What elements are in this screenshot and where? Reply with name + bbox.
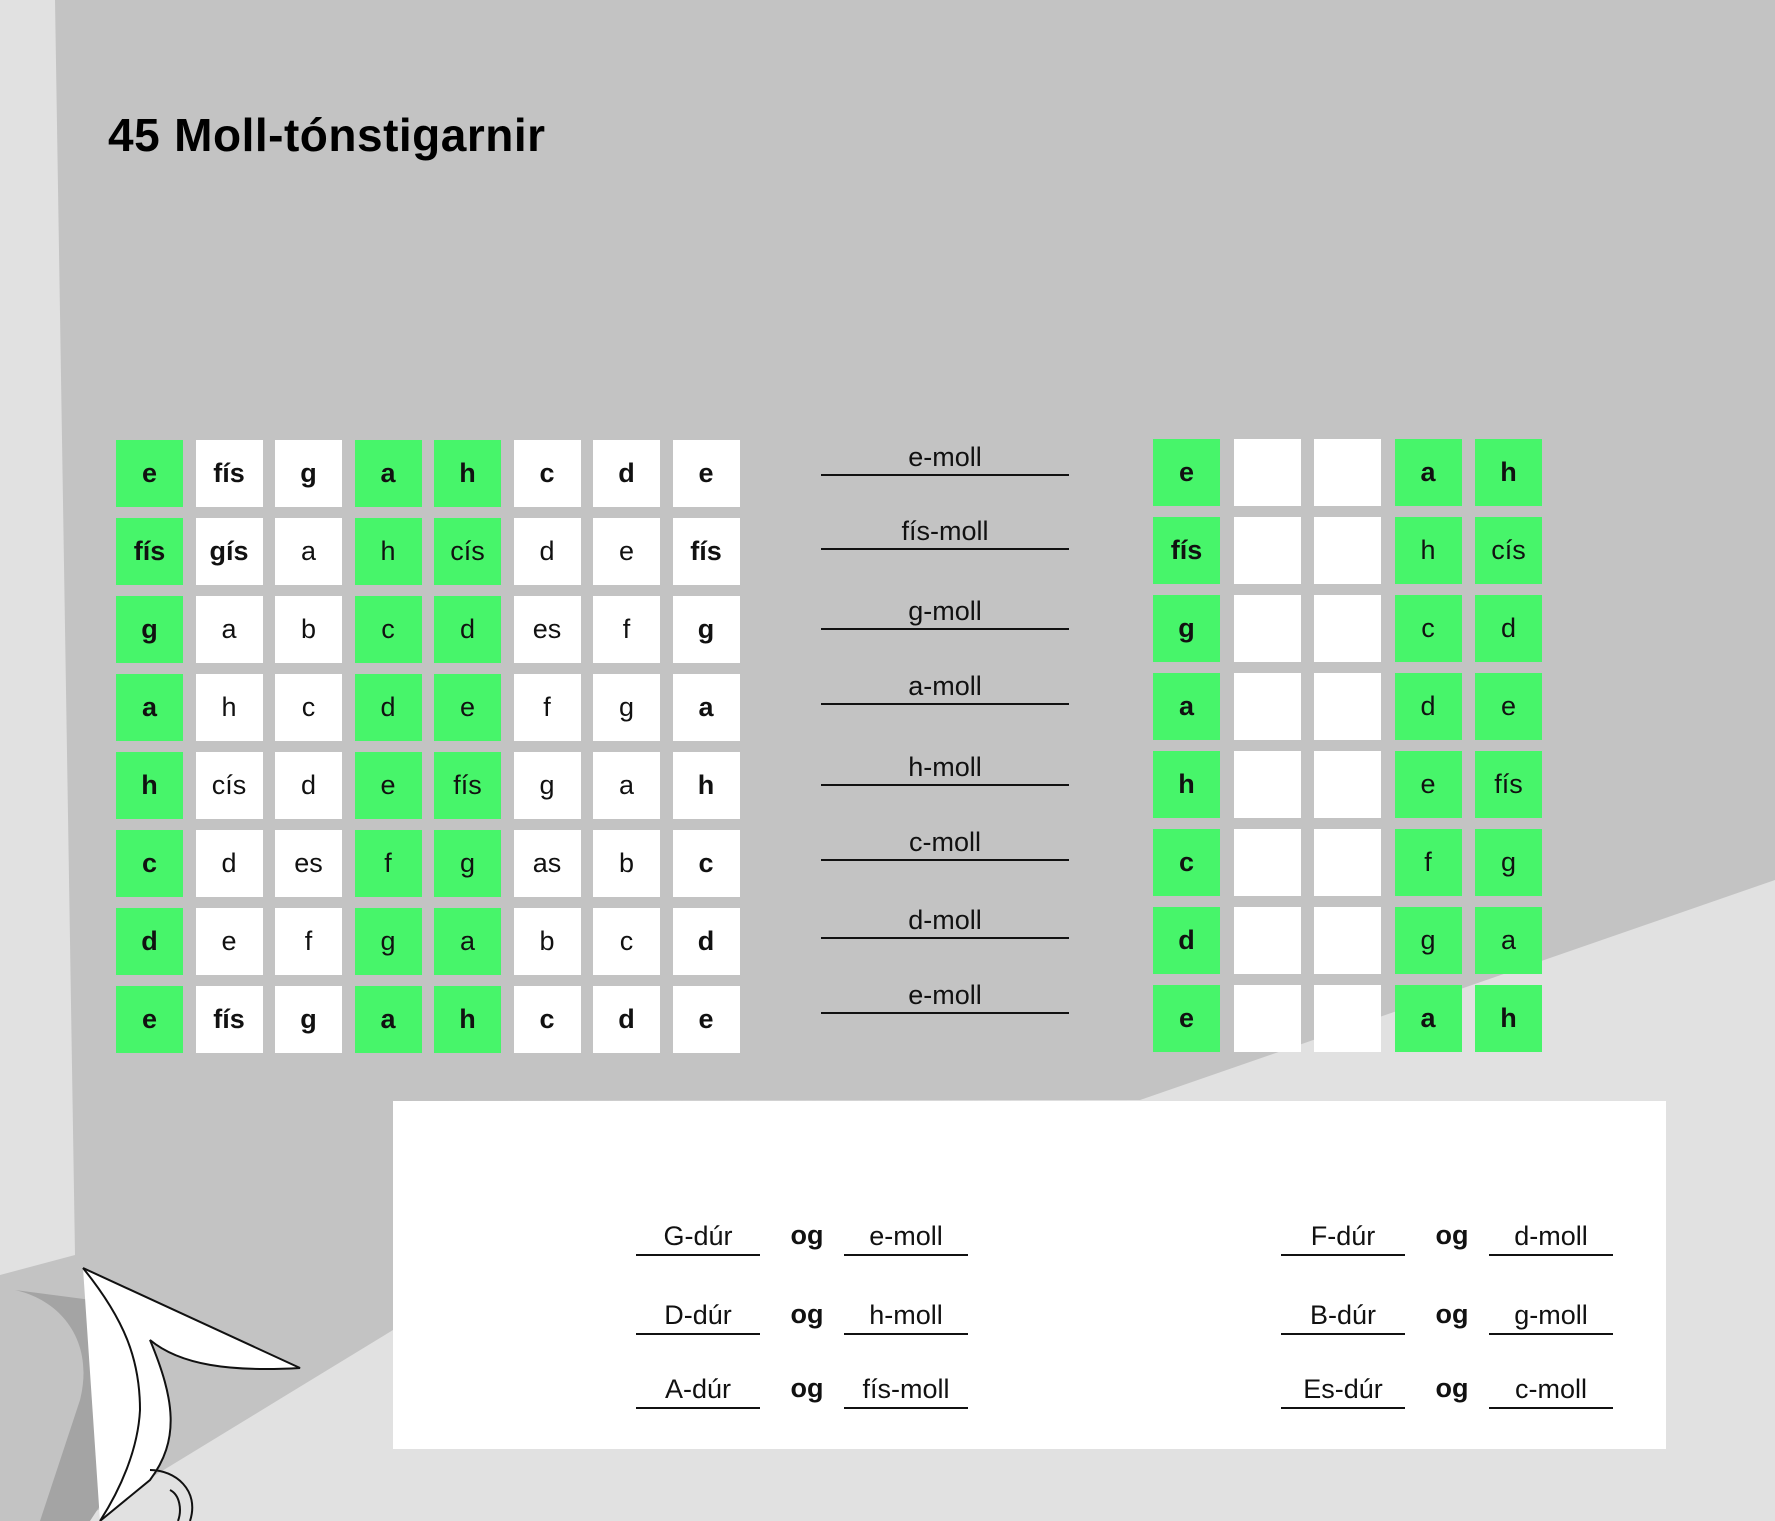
grid-cell: g [593,674,660,741]
major-key-field: D-dúr [636,1295,760,1335]
grid-cell: a [1475,907,1542,974]
grid-cell: g [1153,595,1220,662]
grid-cell: a [673,674,740,741]
grid-cell: a [355,440,422,507]
grid-cell: c [355,596,422,663]
minor-key-field: fís-moll [844,1369,968,1409]
grid-cell: c [514,440,581,507]
grid-cell: h [1475,439,1542,506]
grid-cell: c [1395,595,1462,662]
blank-answer-cell[interactable] [1314,985,1381,1052]
grid-cell: h [434,440,501,507]
grid-cell: g [116,596,183,663]
grid-cell: a [593,752,660,819]
minor-key-field: h-moll [844,1295,968,1335]
grid-cell: fís [434,752,501,819]
blank-answer-cell[interactable] [1234,517,1301,584]
scale-name-line: g-moll [821,594,1069,630]
scale-name-line: e-moll [821,440,1069,476]
grid-cell: g [1475,829,1542,896]
minor-key-field: c-moll [1489,1369,1613,1409]
scale-name-line: h-moll [821,750,1069,786]
blank-answer-cell[interactable] [1314,907,1381,974]
grid-cell: h [355,518,422,585]
blank-answer-cell[interactable] [1314,595,1381,662]
grid-cell: h [1395,517,1462,584]
grid-cell: b [514,908,581,975]
grid-cell: h [116,752,183,819]
grid-cell: fís [1153,517,1220,584]
grid-cell: es [275,830,342,897]
grid-cell: d [514,518,581,585]
grid-cell: c [514,986,581,1053]
grid-cell: d [1395,673,1462,740]
grid-cell: c [275,674,342,741]
natural-minor-scales-grid [116,440,740,1053]
major-key-field: A-dúr [636,1369,760,1409]
harmonic-minor-fill-grid [1153,439,1542,1052]
grid-cell: a [275,518,342,585]
grid-cell: e [673,986,740,1053]
grid-cell: b [593,830,660,897]
grid-cell: d [1153,907,1220,974]
grid-cell: e [196,908,263,975]
grid-cell: gís [196,518,263,585]
grid-cell: f [514,674,581,741]
connector-og: og [1435,1373,1469,1403]
major-key-field: F-dúr [1281,1216,1405,1256]
grid-cell: fís [116,518,183,585]
major-key-field: G-dúr [636,1216,760,1256]
grid-cell: d [355,674,422,741]
grid-cell: d [673,908,740,975]
grid-cell: d [593,440,660,507]
scale-name-line: d-moll [821,903,1069,939]
minor-key-field: e-moll [844,1216,968,1256]
grid-cell: d [196,830,263,897]
blank-answer-cell[interactable] [1234,673,1301,740]
blank-answer-cell[interactable] [1314,829,1381,896]
blank-answer-cell[interactable] [1234,985,1301,1052]
grid-cell: g [514,752,581,819]
minor-key-field: d-moll [1489,1216,1613,1256]
major-key-field: B-dúr [1281,1295,1405,1335]
grid-cell: fís [196,986,263,1053]
relative-keys-box [393,1101,1666,1449]
scale-name-line: e-moll [821,978,1069,1014]
grid-cell: a [1153,673,1220,740]
grid-cell: e [1475,673,1542,740]
grid-cell: d [275,752,342,819]
blank-answer-cell[interactable] [1234,439,1301,506]
grid-cell: f [275,908,342,975]
grid-cell: d [116,908,183,975]
grid-cell: g [355,908,422,975]
grid-cell: e [1395,751,1462,818]
grid-cell: e [434,674,501,741]
minor-key-field: g-moll [1489,1295,1613,1335]
blank-answer-cell[interactable] [1314,751,1381,818]
grid-cell: e [116,440,183,507]
grid-cell: g [1395,907,1462,974]
blank-answer-cell[interactable] [1234,907,1301,974]
grid-cell: fís [196,440,263,507]
grid-cell: h [196,674,263,741]
scale-name-line: c-moll [821,825,1069,861]
grid-cell: f [1395,829,1462,896]
blank-answer-cell[interactable] [1234,829,1301,896]
scale-name-line: a-moll [821,669,1069,705]
connector-og: og [790,1299,824,1329]
major-key-field: Es-dúr [1281,1369,1405,1409]
grid-cell: as [514,830,581,897]
grid-cell: h [1475,985,1542,1052]
grid-cell: a [434,908,501,975]
blank-answer-cell[interactable] [1234,751,1301,818]
grid-cell: f [593,596,660,663]
scale-name-line: fís-moll [821,514,1069,550]
connector-og: og [790,1220,824,1250]
grid-cell: e [593,518,660,585]
grid-cell: cís [1475,517,1542,584]
grid-cell: g [673,596,740,663]
grid-cell: e [116,986,183,1053]
blank-answer-cell[interactable] [1314,673,1381,740]
grid-cell: c [1153,829,1220,896]
grid-cell: a [1395,985,1462,1052]
connector-og: og [1435,1299,1469,1329]
grid-cell: h [673,752,740,819]
connector-og: og [1435,1220,1469,1250]
exercise-number: 45 [108,109,161,161]
grid-cell: fís [1475,751,1542,818]
grid-cell: a [116,674,183,741]
exercise-title: Moll-tónstigarnir [174,109,546,161]
grid-cell: e [1153,439,1220,506]
grid-cell: cís [434,518,501,585]
grid-cell: h [434,986,501,1053]
grid-cell: c [116,830,183,897]
grid-cell: g [434,830,501,897]
grid-cell: c [593,908,660,975]
grid-cell: e [355,752,422,819]
grid-cell: d [434,596,501,663]
grid-cell: a [355,986,422,1053]
grid-cell: a [1395,439,1462,506]
grid-cell: a [196,596,263,663]
grid-cell: e [673,440,740,507]
grid-cell: b [275,596,342,663]
grid-cell: f [355,830,422,897]
grid-cell: h [1153,751,1220,818]
blank-answer-cell[interactable] [1314,439,1381,506]
connector-og: og [790,1373,824,1403]
grid-cell: g [275,440,342,507]
blank-answer-cell[interactable] [1234,595,1301,662]
page-title [108,108,546,162]
grid-cell: e [1153,985,1220,1052]
grid-cell: fís [673,518,740,585]
blank-answer-cell[interactable] [1314,517,1381,584]
grid-cell: d [1475,595,1542,662]
grid-cell: g [275,986,342,1053]
grid-cell: d [593,986,660,1053]
grid-cell: c [673,830,740,897]
grid-cell: cís [196,752,263,819]
grid-cell: es [514,596,581,663]
